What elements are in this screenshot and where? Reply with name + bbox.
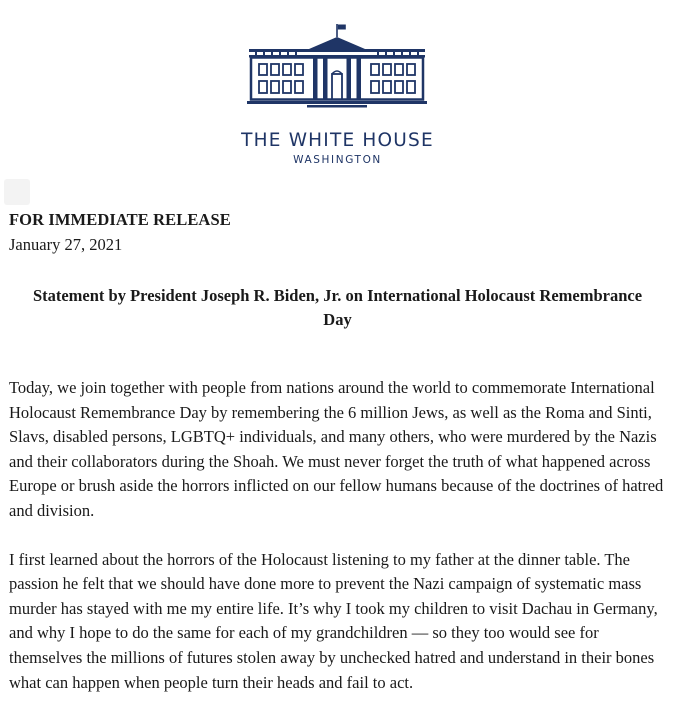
org-location: WASHINGTON (293, 154, 382, 166)
letterhead (0, 0, 675, 180)
release-label: FOR IMMEDIATE RELEASE (9, 210, 231, 229)
org-name: THE WHITE HOUSE (241, 130, 434, 151)
paragraph: I first learned about the horrors of the Holocaust listening to my father at the dinner table. The passion he felt that we should have done more to prevent the Nazi campaign of systematic mass murder has stayed with me my entire life. It’s why I took my children to visit Dachau in Germany, and why I hope to do the same for each of my grandchildren — so they too would see for themselves the millions of futures stolen away by unchecked hatred and understand in their bones what can happen when people turn their heads and fail to act. (9, 549, 658, 692)
white-house-logo-icon (247, 22, 427, 108)
faint-square-mark (4, 179, 30, 205)
release-date: January 27, 2021 (9, 235, 123, 254)
paragraph: Today, we join together with people from nations around the world to commemorate International Holocaust Remembrance Day by remembering the 6 million Jews, as well as the Roma and Sinti, Slavs, disabled persons, LGBTQ+ individuals, and many others, who were murdered by the Nazis and their collaborators during the Shoah. We must never forget the truth of what happened across Europe or brush aside the horrors inflicted on our fellow humans because of the doctrines of hatred and division. (9, 378, 664, 520)
statement-title: Statement by President Joseph R. Biden, Jr. on International Holocaust Remembrance Day (32, 286, 643, 329)
statement-body (9, 376, 669, 719)
